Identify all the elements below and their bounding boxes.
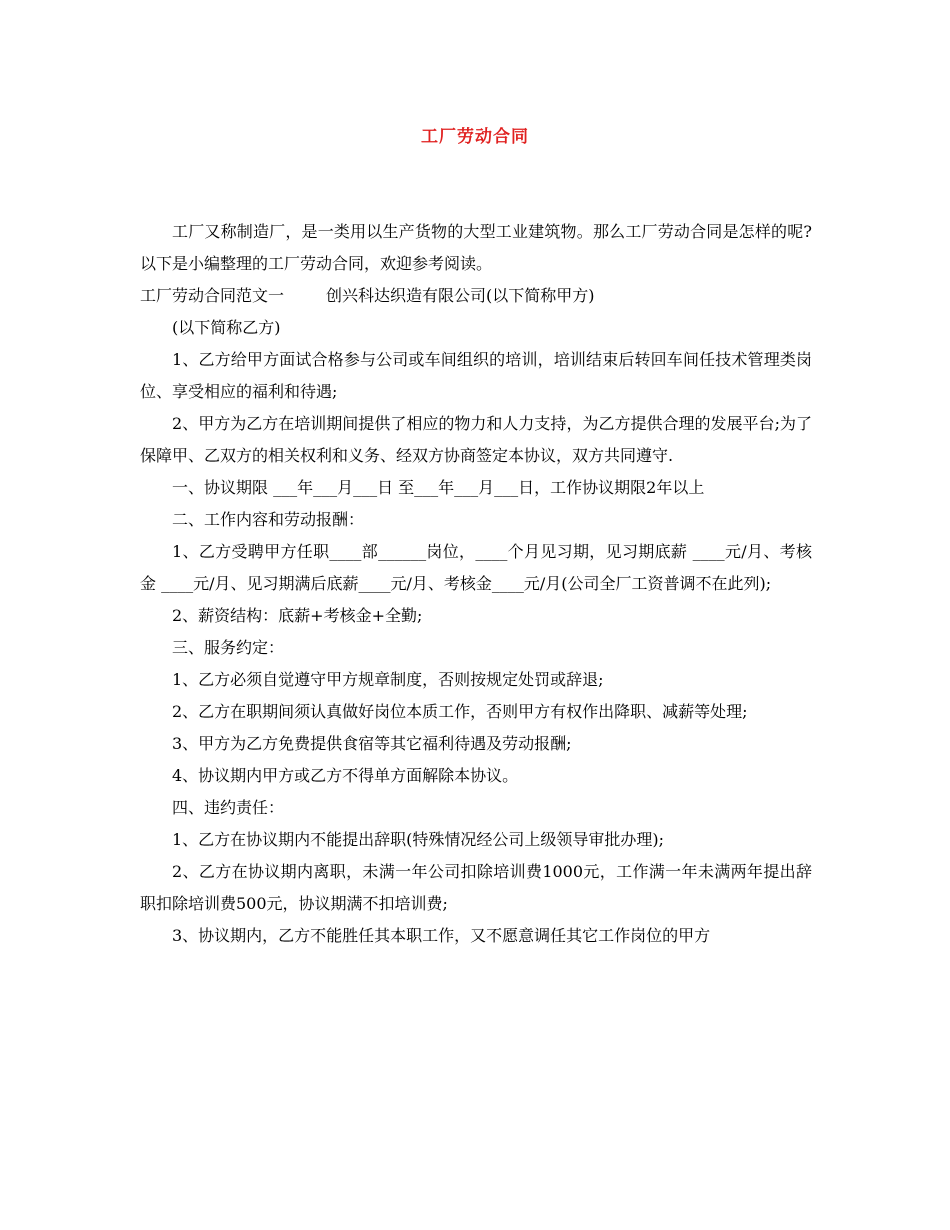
clause-paragraph: 1、乙方必须自觉遵守甲方规章制度，否则按规定处罚或辞退;: [172, 670, 604, 689]
intro-paragraph: 工厂又称制造厂，是一类用以生产货物的大型工业建筑物。那么工厂劳动合同是怎样的呢?以下是小编整理的工厂劳动合同，欢迎参考阅读。: [140, 222, 812, 273]
document-body: [140, 216, 812, 952]
section-term: 一、协议期限 ___年___月___日 至___年___月___日，工作协议期限2年以上: [172, 478, 705, 497]
party-a: 创兴科达织造有限公司(以下简称甲方): [326, 286, 595, 305]
clause-paragraph: 2、乙方在协议期内离职，未满一年公司扣除培训费1000元，工作满一年未满两年提出辞职扣除培训费500元，协议期满不扣培训费;: [140, 862, 812, 913]
clause-paragraph: 1、乙方在协议期内不能提出辞职(特殊情况经公司上级领导审批办理);: [172, 830, 665, 849]
clause-paragraph: 1、乙方受聘甲方任职____部______岗位，____个月见习期，见习期底薪 ____元/月、考核金 ____元/月、见习期满后底薪____元/月、考核金____元/月(公司全厂工资普调不在此列);: [140, 542, 812, 593]
document-title: 工厂劳动合同: [421, 127, 529, 147]
clause-paragraph: 1、乙方给甲方面试合格参与公司或车间组织的培训，培训结束后转回车间任技术管理类岗位、享受相应的福利和待遇;: [140, 350, 812, 401]
section-heading: 二、工作内容和劳动报酬：: [172, 510, 365, 529]
party-b: (以下简称乙方): [172, 318, 281, 337]
clause-paragraph: 3、协议期内，乙方不能胜任其本职工作，又不愿意调任其它工作岗位的甲方: [172, 926, 711, 945]
clause-paragraph: 4、协议期内甲方或乙方不得单方面解除本协议。: [172, 766, 519, 785]
clause-paragraph: 2、薪资结构：底薪+考核金+全勤;: [172, 606, 423, 625]
sample-heading: 工厂劳动合同范文一: [140, 286, 285, 305]
clause-paragraph: 2、乙方在职期间须认真做好岗位本质工作，否则甲方有权作出降职、减薪等处理;: [172, 702, 748, 721]
clause-paragraph: 3、甲方为乙方免费提供食宿等其它福利待遇及劳动报酬;: [172, 734, 572, 753]
section-heading: 三、服务约定：: [172, 638, 285, 657]
section-heading: 四、违约责任：: [172, 798, 285, 817]
clause-paragraph: 2、甲方为乙方在培训期间提供了相应的物力和人力支持，为乙方提供合理的发展平台;为了保障甲、乙双方的相关权利和义务、经双方协商签定本协议，双方共同遵守.: [140, 414, 812, 465]
sample-heading-line: [140, 280, 812, 312]
